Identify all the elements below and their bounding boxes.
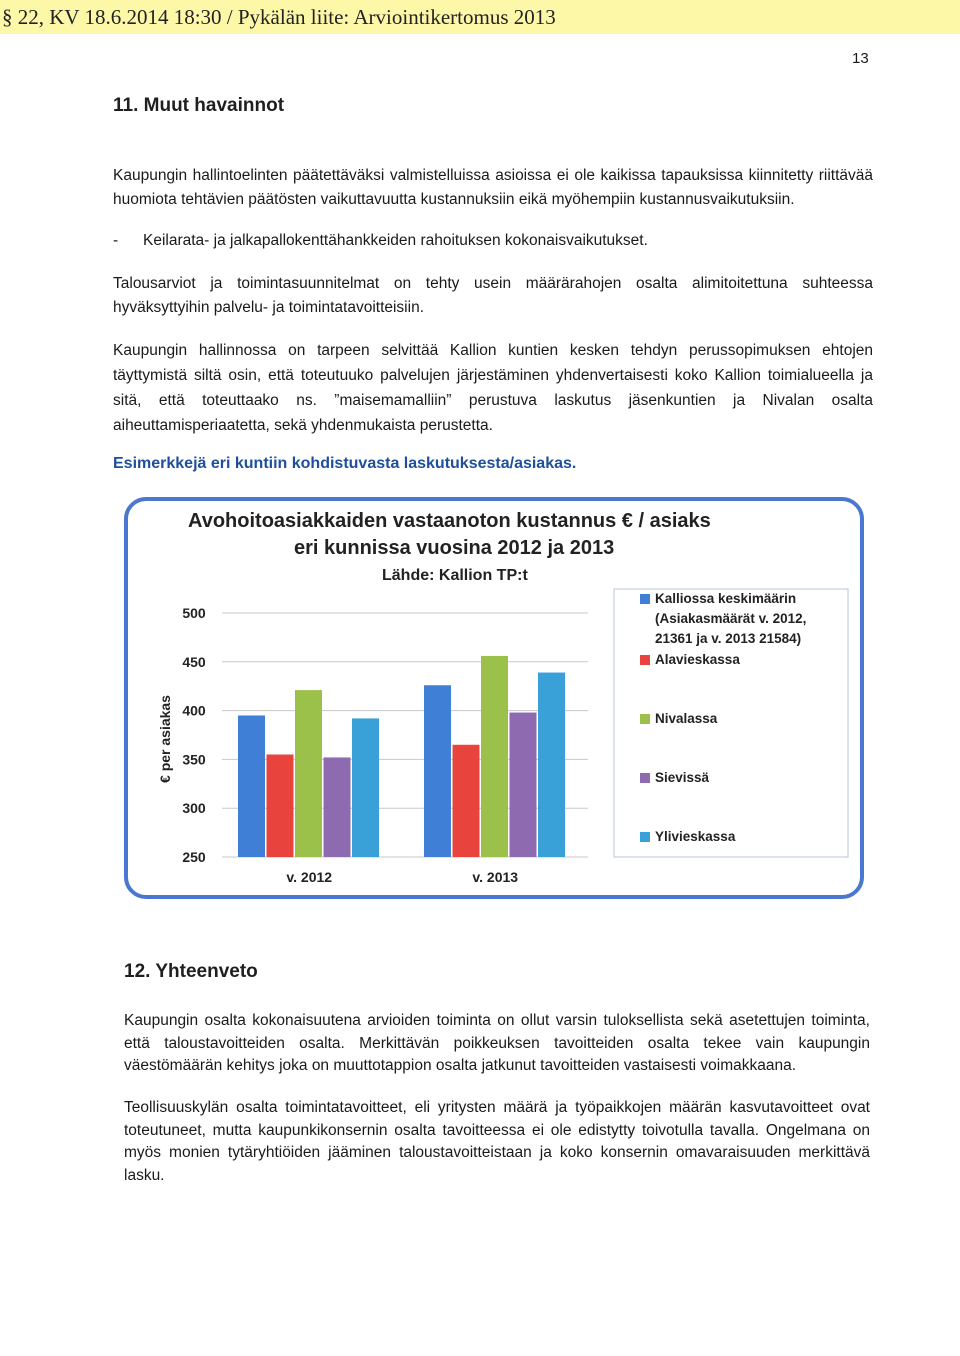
x-tick-label: v. 2012 (286, 869, 333, 885)
legend-label: Alavieskassa (655, 652, 740, 667)
legend-swatch (640, 594, 650, 604)
bar (324, 757, 351, 857)
y-tick-label: 350 (182, 751, 206, 768)
bar (424, 685, 451, 857)
y-tick-label: 250 (182, 849, 206, 865)
examples-heading: Esimerkkejä eri kuntiin kohdistuvasta laskutuksesta/asiakas. (113, 455, 577, 472)
paragraph-11-2: Talousarviot ja toimintasuunnitelmat on tehty usein määrärahojen osalta alimitoitettuna suhteessa hyväksyttyihin palvelu- ja toimintatavoitteisiin. (113, 275, 873, 316)
paragraph-11-1: Kaupungin hallintoelinten päätettäväksi valmistelluissa asioissa ei ole kaikissa tapauksissa kiinnitetty riittävää huomiota tehtävien päätösten vaikuttavuutta kustannuksiin eikä myöhempiin kustannusvaikutuksiin. (113, 167, 873, 208)
document-header: § 22, KV 18.6.2014 18:30 / Pykälän liite: Arviointikertomus 2013 (0, 0, 960, 34)
bar (267, 755, 294, 857)
legend-label: Ylivieskassa (655, 829, 736, 844)
y-tick-label: 400 (182, 702, 206, 719)
legend-swatch (640, 832, 650, 842)
x-tick-labels (286, 869, 518, 885)
legend-label: (Asiakasmäärät v. 2012, (655, 611, 807, 626)
bullet-item (113, 229, 648, 253)
page-number: 13 (852, 50, 869, 67)
y-tick-label: 500 (182, 605, 206, 621)
bullet-dash: - (113, 232, 119, 249)
section-11-title: 11. Muut havainnot (113, 95, 285, 116)
y-axis-label: € per asiakas (157, 695, 173, 783)
legend-label: Nivalassa (655, 711, 718, 726)
bar (538, 673, 565, 857)
chart-source: Lähde: Kallion TP:t (382, 567, 528, 584)
legend-swatch (640, 655, 650, 665)
bar-chart (128, 501, 860, 895)
chart-subtitle: eri kunnissa vuosina 2012 ja 2013 (294, 537, 615, 559)
legend-label: Kalliossa keskimäärin (655, 591, 797, 606)
paragraph-11-3: Kaupungin hallinnossa on tarpeen selvittää Kallion kuntien kesken tehdyn perussopimuksen ehtojen täyttymistä siltä osin, että toteutuuko palvelujen järjestäminen yhdenvertaisesti koko Kallion toimialueella ja sitä, että toteuttaako ns. ”maisemamalliin” perustuva laskutus jäsenkuntien ja Nivalan osalta aiheuttamisperiaatetta, sekä yhdenmukaista perustetta. (113, 342, 873, 434)
y-tick-label: 450 (182, 653, 206, 670)
bar (481, 656, 508, 857)
bar (453, 745, 480, 857)
y-tick-labels (182, 605, 206, 865)
paragraph-12-1: Kaupungin osalta kokonaisuutena arvioiden toiminta on ollut varsin tuloksellista sekä asetettujen toiminta, että taloustavoitteiden osalta. Merkittävän poikkeuksen tavoitteiden osalta tekee vain kaupungin väestömäärän kehitys joka on muuttotappion osalta jatkunut tavoitteiden vastaisesti voimakkaana. (124, 1012, 870, 1074)
legend-swatch (640, 714, 650, 724)
bar (295, 690, 322, 857)
paragraph-12-2: Teollisuuskylän osalta toimintatavoitteet, eli yritysten määrä ja työpaikkojen määrän kasvutavoitteet ovat toteutuneet, mutta kaupunkikonsernin osalta tavoitteessa ei ole edistytty toivotulla tavalla. Ongelmana on myös monien tytäryhtiöiden jääminen taloustavoitteistaan ja koko konsernin omavaraisuuden merkittävä lasku. (124, 1099, 870, 1184)
bullet-text: Keilarata- ja jalkapallokenttähankkeiden rahoituksen kokonaisvaikutukset. (143, 232, 648, 249)
chart-frame (124, 497, 864, 899)
chart-title: Avohoitoasiakkaiden vastaanoton kustannus € / asiaks (188, 510, 711, 532)
bar (238, 715, 265, 857)
legend (640, 591, 806, 844)
y-tick-label: 300 (182, 800, 206, 817)
bar (510, 713, 537, 857)
bar (352, 718, 379, 857)
x-tick-label: v. 2013 (472, 869, 519, 885)
legend-label: Sievissä (655, 770, 710, 785)
legend-label: 21361 ja v. 2013 21584) (655, 631, 802, 646)
section-12-title: 12. Yhteenveto (124, 961, 258, 982)
bars (238, 656, 565, 857)
legend-swatch (640, 773, 650, 783)
